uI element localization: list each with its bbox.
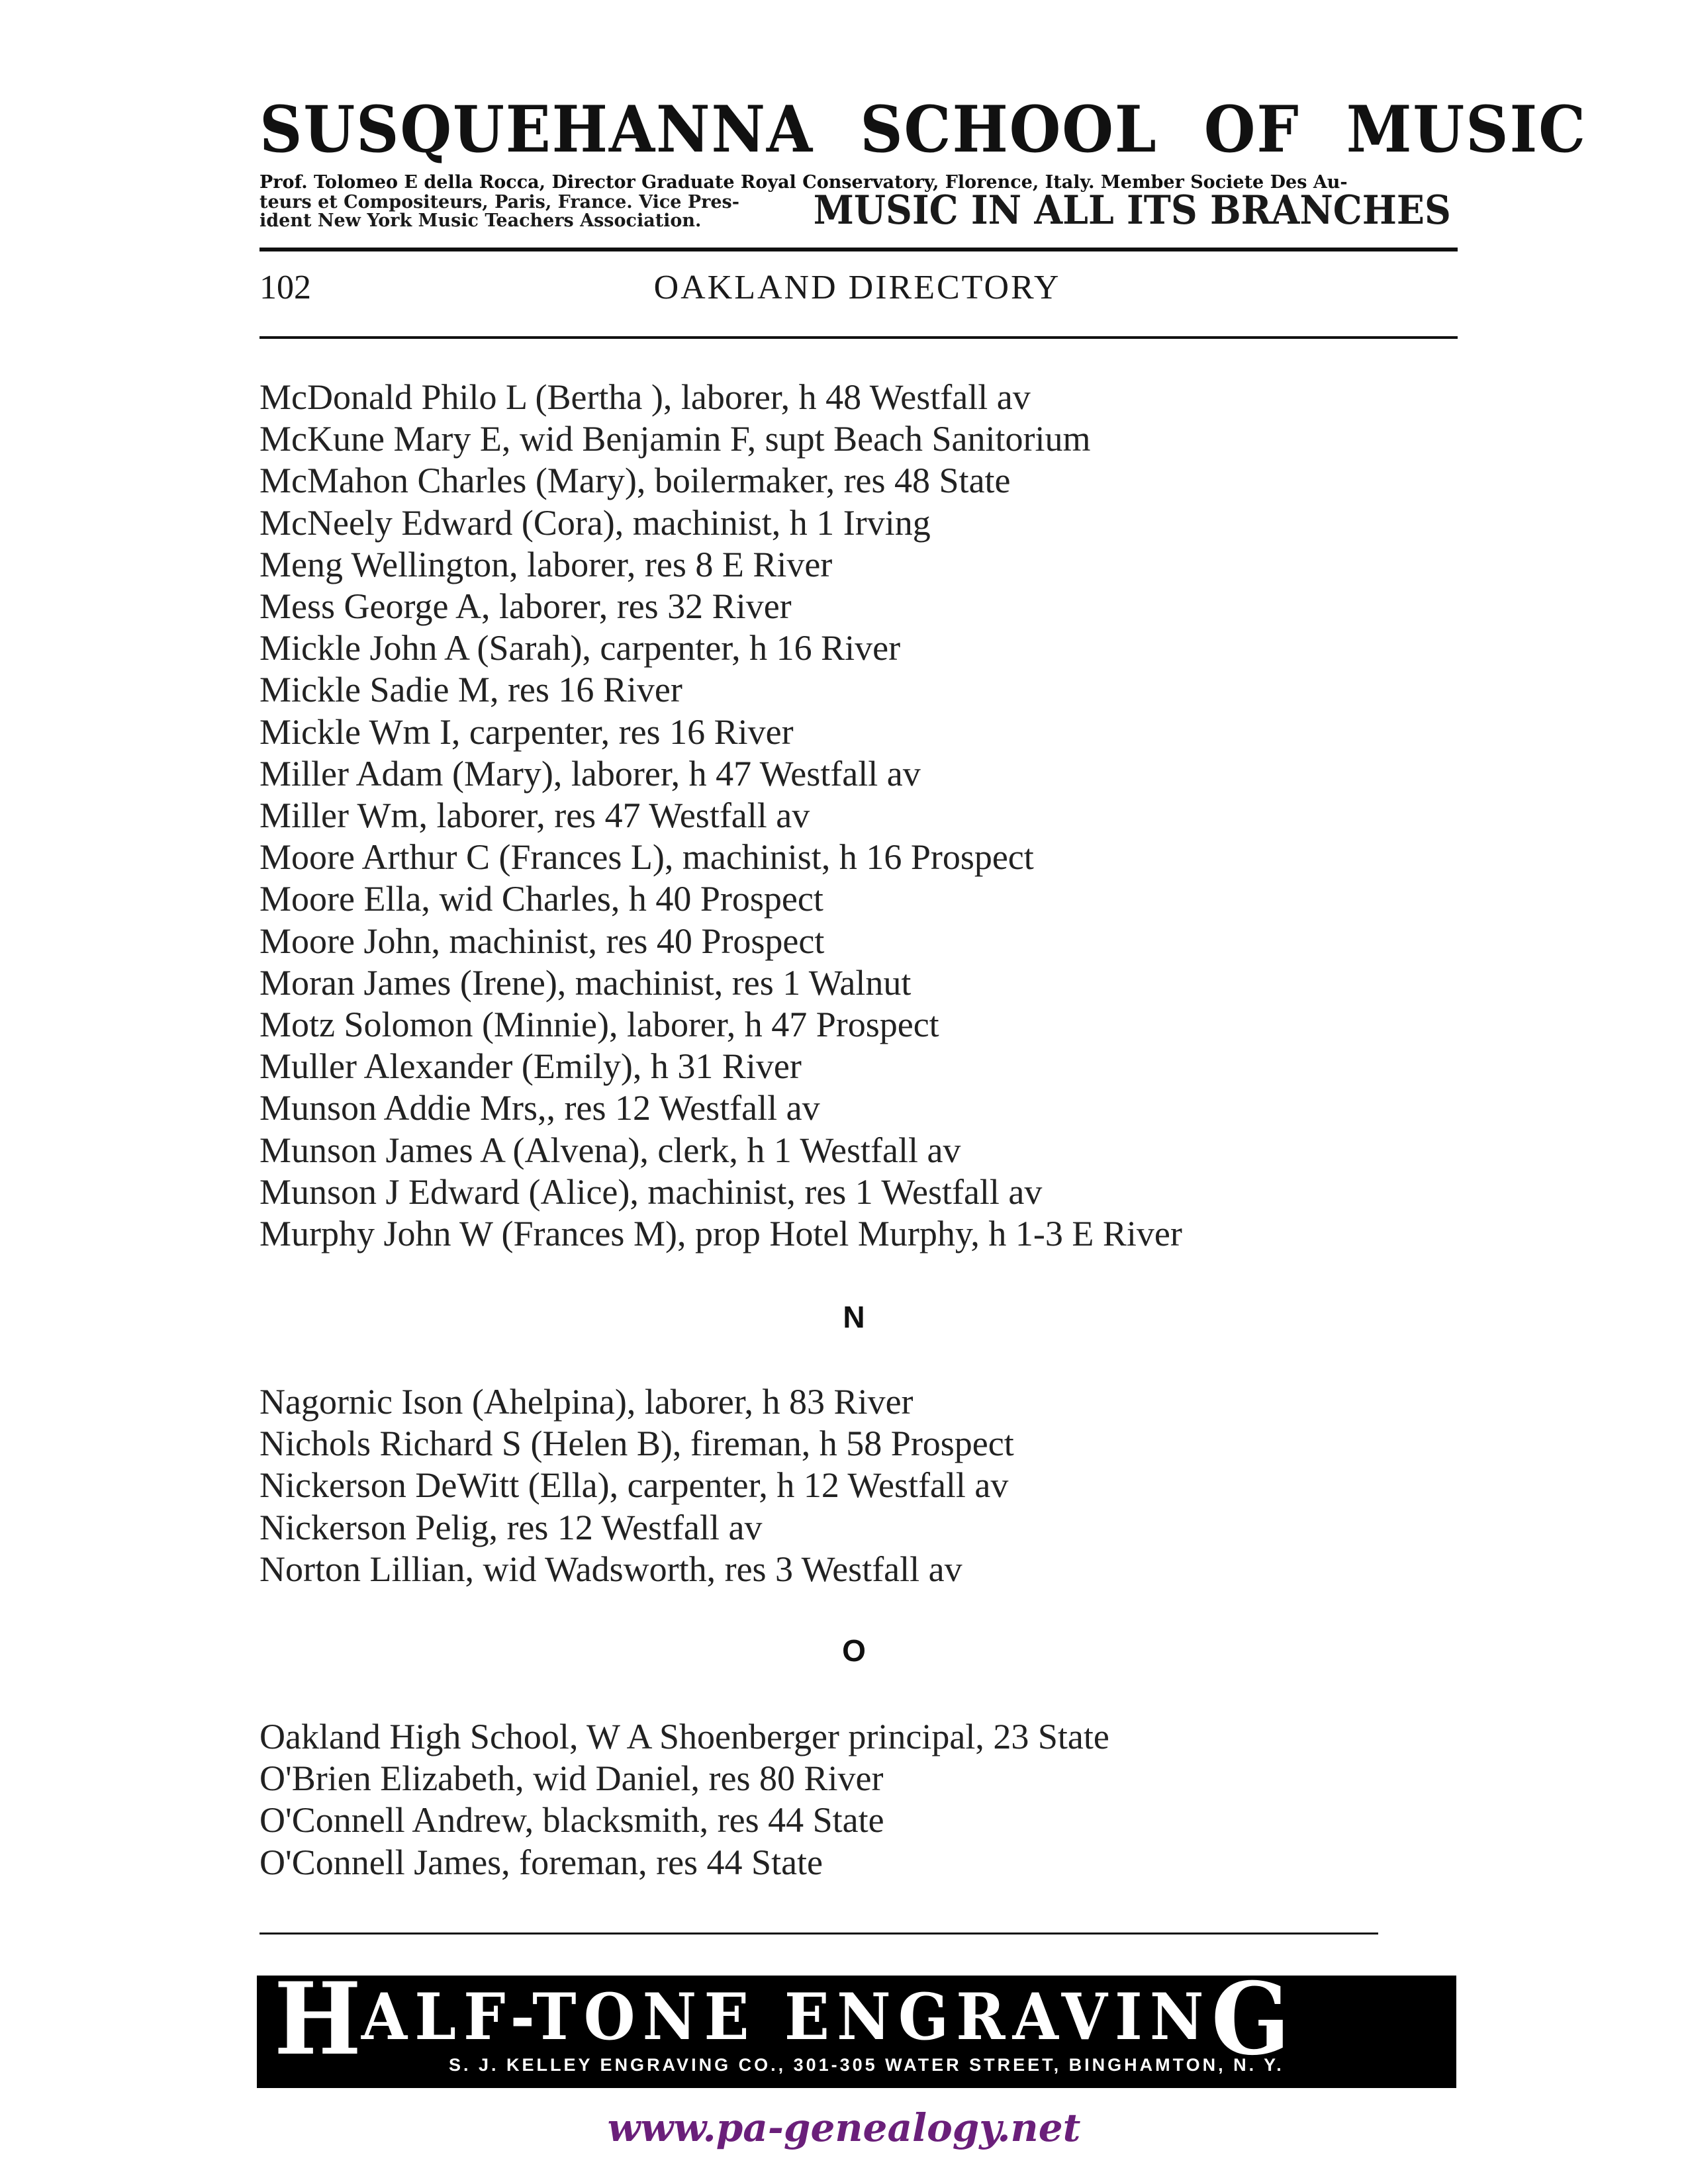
directory-entry: Munson J Edward (Alice), machinist, res 1 Westfall av xyxy=(259,1171,1043,1212)
footer-rule xyxy=(259,1933,1378,1934)
directory-entry: Mickle Wm I, carpenter, res 16 River xyxy=(259,711,794,752)
ad-title: SUSQUEHANNA SCHOOL OF MUSIC xyxy=(259,92,1587,167)
directory-entry: O'Brien Elizabeth, wid Daniel, res 80 River xyxy=(259,1758,884,1799)
directory-entry: Mess George A, laborer, res 32 River xyxy=(259,586,792,626)
directory-entry: O'Connell Andrew, blacksmith, res 44 State xyxy=(259,1800,884,1841)
directory-entry: Mickle John A (Sarah), carpenter, h 16 River xyxy=(259,628,901,668)
directory-entry: Motz Solomon (Minnie), laborer, h 47 Prospect xyxy=(259,1005,939,1044)
directory-entry: McDonald Philo L (Bertha ), laborer, h 48 Westfall av xyxy=(259,377,1031,417)
banner-first-letter: H xyxy=(274,1961,361,2077)
directory-entry: Moore Ella, wid Charles, h 40 Prospect xyxy=(259,879,823,919)
directory-entry: Miller Adam (Mary), laborer, h 47 Westfall av xyxy=(259,753,921,794)
directory-entry: O'Connell James, foreman, res 44 State xyxy=(259,1842,823,1882)
directory-entry: Munson James A (Alvena), clerk, h 1 Westfall av xyxy=(259,1130,961,1170)
directory-entry: McKune Mary E, wid Benjamin F, supt Beach Sanitorium xyxy=(259,419,1091,459)
running-head: OAKLAND DIRECTORY xyxy=(653,269,1061,306)
banner-main-text: ALF-TONE ENGRAVIN xyxy=(361,1979,1211,2054)
directory-entry: Murphy John W (Frances M), prop Hotel Murphy, h 1-3 E River xyxy=(259,1214,1182,1253)
directory-entry: Norton Lillian, wid Wadsworth, res 3 Westfall av xyxy=(259,1549,962,1589)
ad-description-lines xyxy=(259,193,739,230)
header-rule-top xyxy=(259,248,1458,251)
directory-entry: Moran James (Irene), machinist, res 1 Walnut xyxy=(259,962,912,1003)
banner-last-letter: G xyxy=(1211,1961,1290,2077)
directory-entry: Nickerson Pelig, res 12 Westfall av xyxy=(259,1507,763,1547)
directory-entry: Moore Arthur C (Frances L), machinist, h 16 Prospect xyxy=(259,837,1034,878)
directory-entry: Muller Alexander (Emily), h 31 River xyxy=(259,1046,802,1087)
directory-entry: Meng Wellington, laborer, res 8 E River xyxy=(259,544,833,584)
header-rule-bottom xyxy=(259,336,1458,339)
ad-description-line2: teurs et Compositeurs, Paris, France. Vice Pres- xyxy=(259,192,739,212)
ad-description-line1: Prof. Tolomeo E della Rocca, Director Graduate Royal Conservatory, Florence, Italy. Member Societe Des Au- xyxy=(259,172,1348,193)
banner-address: S. J. KELLEY ENGRAVING CO., 301-305 WATER STREET, BINGHAMTON, N. Y. xyxy=(449,2055,1284,2075)
top-advertisement xyxy=(259,92,1587,234)
page-number: 102 xyxy=(259,269,311,306)
directory-entry: Munson Addie Mrs,, res 12 Westfall av xyxy=(259,1088,820,1128)
ad-slogan: MUSIC IN ALL ITS BRANCHES xyxy=(813,187,1451,234)
section-heading-o: O xyxy=(842,1633,866,1668)
ad-description-line3: ident New York Music Teachers Association. xyxy=(259,210,702,231)
directory-entry: McNeely Edward (Cora), machinist, h 1 Irving xyxy=(259,502,931,543)
directory-entry: Mickle Sadie M, res 16 River xyxy=(259,670,682,710)
half-tone-engraving-banner xyxy=(257,1961,1456,2088)
directory-entry: Oakland High School, W A Shoenberger principal, 23 State xyxy=(259,1717,1109,1756)
directory-entry: Nichols Richard S (Helen B), fireman, h 58 Prospect xyxy=(259,1424,1014,1464)
directory-entry: Moore John, machinist, res 40 Prospect xyxy=(259,921,825,961)
website-link[interactable]: www.pa-genealogy.net xyxy=(607,2105,1081,2150)
directory-entry: Nickerson DeWitt (Ella), carpenter, h 12 Westfall av xyxy=(259,1465,1009,1506)
directory-entry: McMahon Charles (Mary), boilermaker, res 48 State xyxy=(259,461,1011,501)
section-heading-n: N xyxy=(843,1300,865,1334)
directory-entry: Nagornic Ison (Ahelpina), laborer, h 83 River xyxy=(259,1382,914,1422)
directory-entry: Miller Wm, laborer, res 47 Westfall av xyxy=(259,796,810,835)
